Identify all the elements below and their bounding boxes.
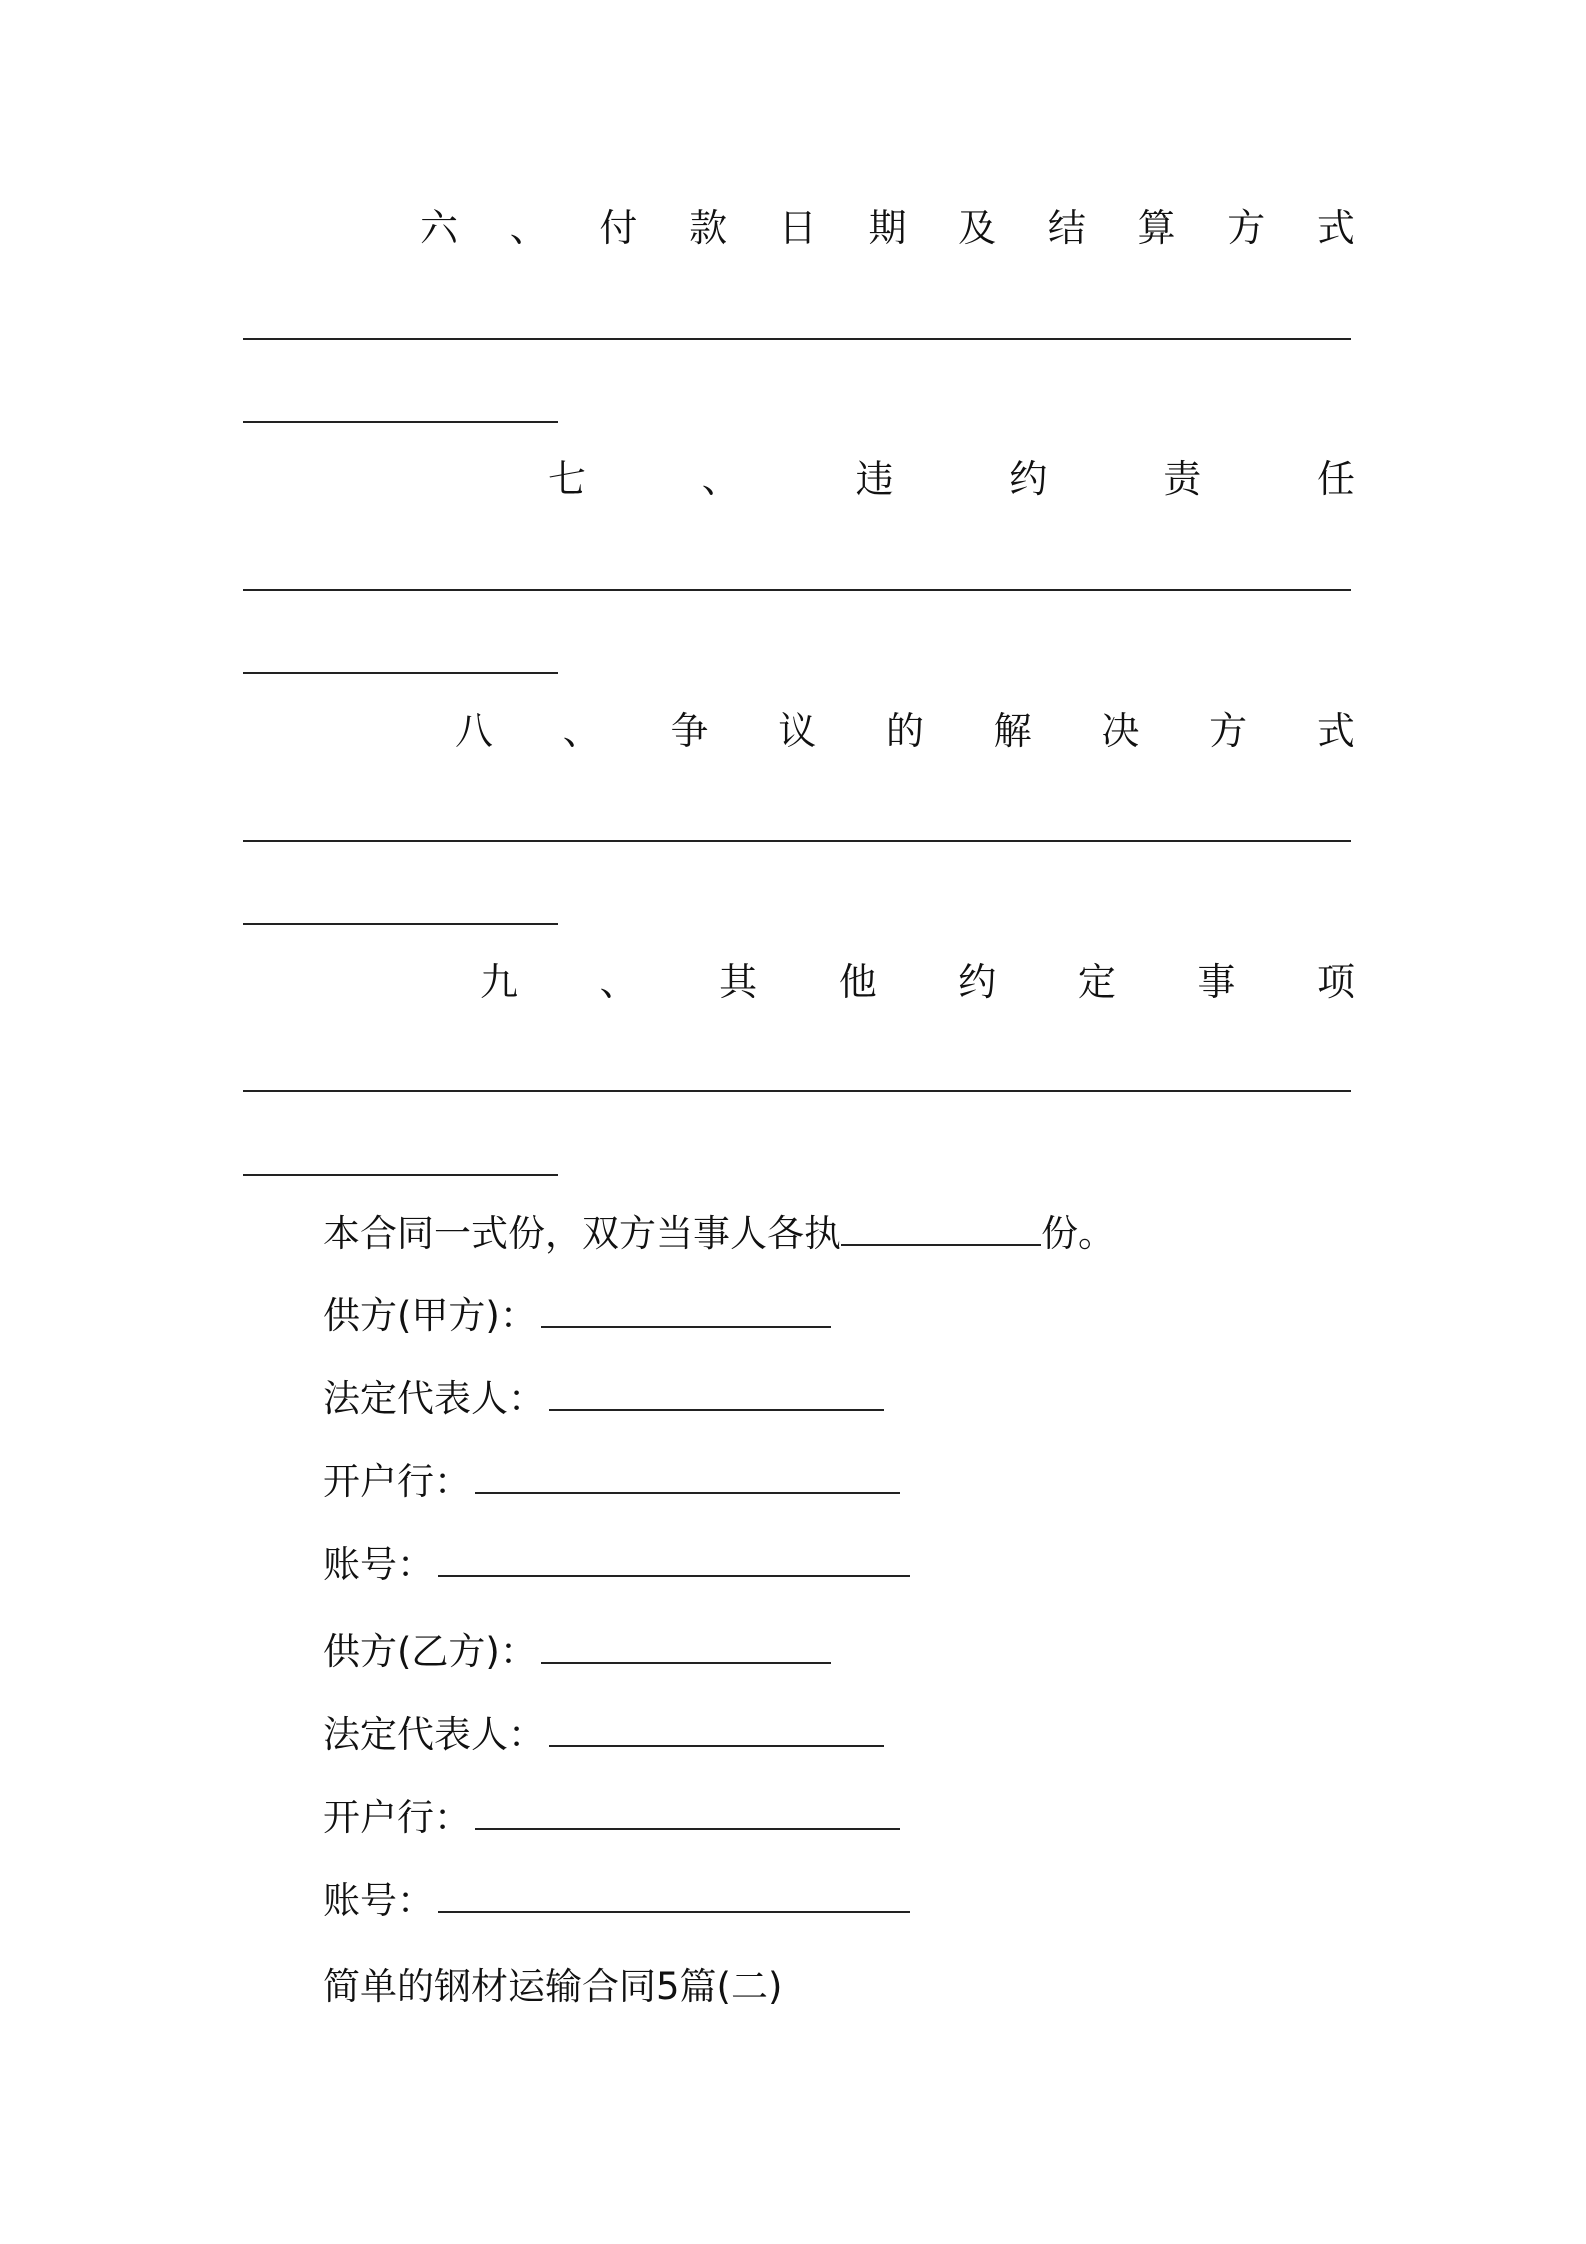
heading-char: 算 <box>1137 206 1176 250</box>
heading-char: 、 <box>701 457 740 501</box>
heading-char: 期 <box>868 206 907 250</box>
copies-blank <box>841 1214 1041 1246</box>
heading-char: 六 <box>420 206 459 250</box>
next-document-title: 简单的钢材运输合同5篇(二) <box>323 1965 783 2008</box>
party-b-bank-line <box>323 1793 900 1843</box>
party-b-supplier-line <box>323 1627 831 1677</box>
party-a-supplier-line <box>323 1291 831 1341</box>
copies-line <box>323 1209 1115 1259</box>
party-a-account-label: 账号： <box>323 1543 434 1586</box>
heading-char: 他 <box>838 960 877 1004</box>
heading-char: 违 <box>855 457 894 501</box>
fill-in-line <box>243 1090 1351 1092</box>
heading-char: 定 <box>1077 960 1116 1004</box>
heading-char: 事 <box>1197 960 1236 1004</box>
heading-char: 日 <box>778 206 817 250</box>
heading-char: 式 <box>1316 709 1355 753</box>
heading-char: 责 <box>1163 457 1202 501</box>
party-a-account-line <box>323 1540 910 1590</box>
fill-in-line <box>243 421 558 423</box>
party-b-account-label: 账号： <box>323 1879 434 1922</box>
heading-char: 、 <box>509 206 548 250</box>
heading-char: 决 <box>1101 709 1140 753</box>
heading-char: 八 <box>455 709 494 753</box>
section-heading-9 <box>480 957 1355 1007</box>
heading-char: 其 <box>719 960 758 1004</box>
party-b-rep-blank <box>549 1715 884 1747</box>
heading-char: 九 <box>480 960 519 1004</box>
fill-in-line <box>243 1174 558 1176</box>
party-b-account-line <box>323 1876 910 1926</box>
party-b-bank-label: 开户行： <box>323 1796 471 1839</box>
party-b-bank-blank <box>475 1798 900 1830</box>
fill-in-line <box>243 589 1351 591</box>
heading-char: 付 <box>599 206 638 250</box>
heading-char: 任 <box>1316 457 1355 501</box>
party-b-rep-label: 法定代表人： <box>323 1713 545 1756</box>
party-b-supplier-label: 供方(乙方)： <box>323 1630 537 1673</box>
heading-char: 款 <box>689 206 728 250</box>
heading-char: 七 <box>548 457 587 501</box>
section-heading-7 <box>548 454 1355 504</box>
party-b-rep-line <box>323 1710 884 1760</box>
heading-char: 结 <box>1047 206 1086 250</box>
heading-char: 方 <box>1227 206 1266 250</box>
party-a-bank-label: 开户行： <box>323 1460 471 1503</box>
party-a-bank-blank <box>475 1462 900 1494</box>
heading-char: 、 <box>599 960 638 1004</box>
party-a-bank-line <box>323 1457 900 1507</box>
party-b-account-blank <box>438 1881 910 1913</box>
fill-in-line <box>243 672 558 674</box>
heading-char: 及 <box>958 206 997 250</box>
party-a-rep-line <box>323 1374 884 1424</box>
copies-prefix: 本合同一式份，双方当事人各执 <box>323 1212 841 1255</box>
party-a-rep-blank <box>549 1379 884 1411</box>
heading-char: 约 <box>958 960 997 1004</box>
section-heading-8 <box>455 706 1355 756</box>
fill-in-line <box>243 338 1351 340</box>
fill-in-line <box>243 923 558 925</box>
party-a-supplier-label: 供方(甲方)： <box>323 1294 537 1337</box>
heading-char: 、 <box>562 709 601 753</box>
party-a-rep-label: 法定代表人： <box>323 1377 545 1420</box>
heading-char: 争 <box>670 709 709 753</box>
section-heading-6 <box>420 203 1355 253</box>
party-b-supplier-blank <box>541 1632 831 1664</box>
heading-char: 的 <box>885 709 924 753</box>
heading-char: 项 <box>1316 960 1355 1004</box>
party-a-supplier-blank <box>541 1296 831 1328</box>
heading-char: 议 <box>778 709 817 753</box>
party-a-account-blank <box>438 1545 910 1577</box>
heading-char: 方 <box>1209 709 1248 753</box>
fill-in-line <box>243 840 1351 842</box>
heading-char: 约 <box>1009 457 1048 501</box>
heading-char: 式 <box>1316 206 1355 250</box>
copies-suffix: 份。 <box>1041 1212 1115 1255</box>
heading-char: 解 <box>993 709 1032 753</box>
